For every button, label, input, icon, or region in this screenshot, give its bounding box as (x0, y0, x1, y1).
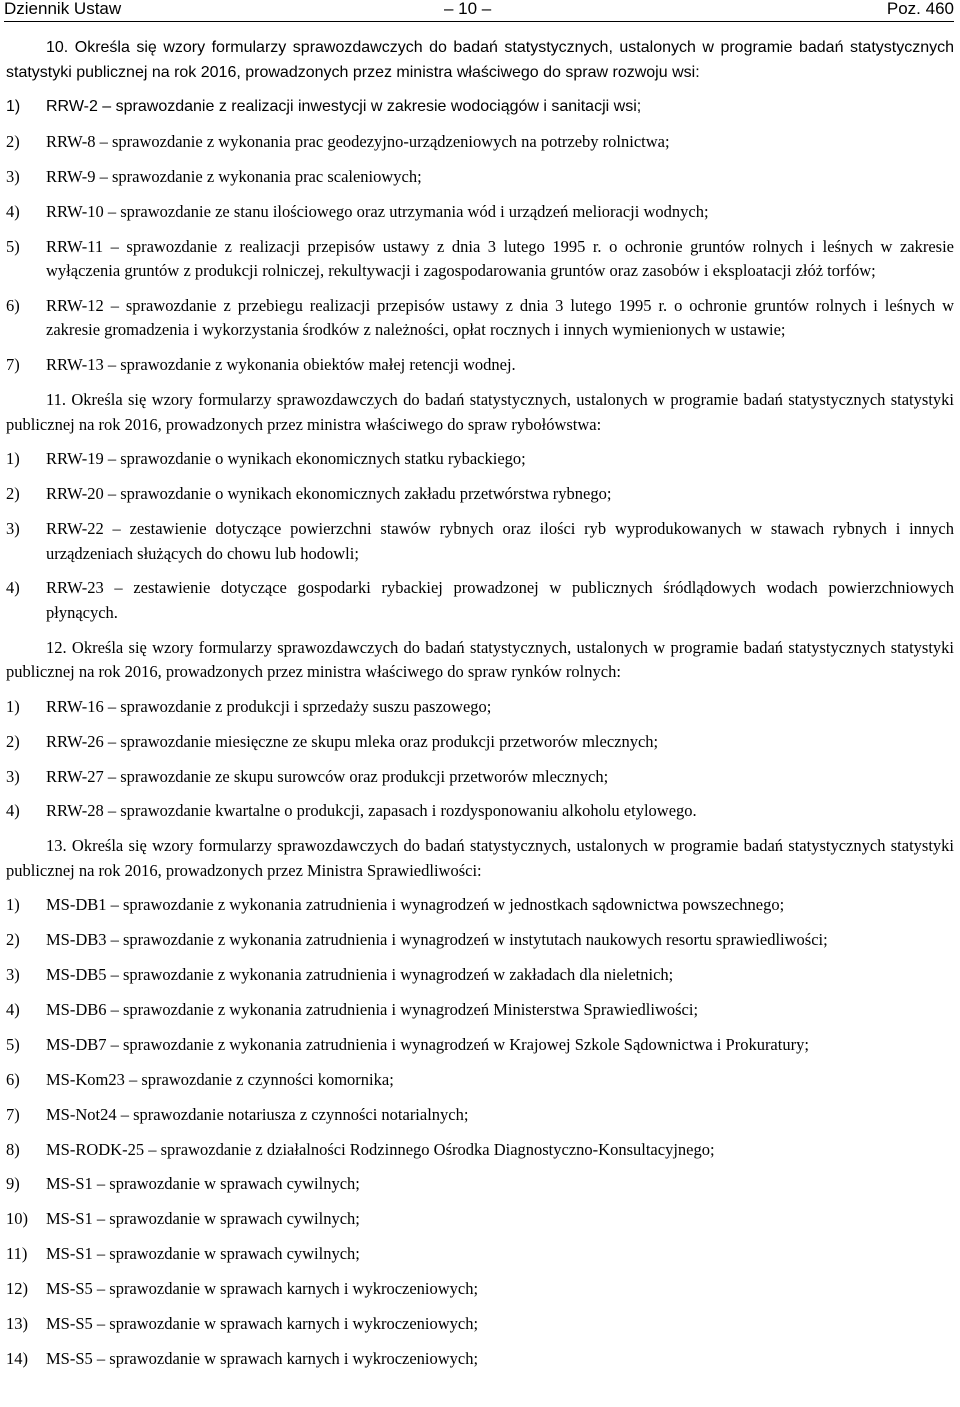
header-divider (4, 21, 954, 22)
item-text: MS-DB7 – sprawozdanie z wykonania zatrudnienia i wynagrodzeń w Krajowej Szkole Sądownictwa i Prokuratury; (46, 1034, 809, 1054)
page-header (4, 0, 954, 20)
item-text: RRW-23 – zestawienie dotyczące gospodarki rybackiej prowadzonej w publicznych śródlądowych wodach powierzchniowych płynących. (46, 578, 954, 622)
item-number: 13) (6, 1314, 28, 1334)
item-text: RRW-9 – sprawozdanie z wykonania prac scaleniowych; (46, 166, 422, 186)
item-number: 2) (6, 131, 20, 151)
list-item (6, 1277, 954, 1302)
item-text: MS-S5 – sprawozdanie w sprawach karnych i wykroczeniowych; (46, 1348, 479, 1368)
item-text: RRW-20 – sprawozdanie o wynikach ekonomicznych zakładu przetwórstwa rybnego; (46, 484, 612, 504)
list-item (6, 1068, 954, 1093)
list-item (6, 963, 954, 988)
item-number: 4) (6, 578, 20, 598)
section-11 (6, 388, 954, 625)
item-text: RRW-27 – sprawozdanie ze skupu surowców oraz produkcji przetworów mlecznych; (46, 766, 609, 786)
list-item (6, 1033, 954, 1058)
page-number: – 10 – (444, 0, 492, 18)
list-item (6, 1312, 954, 1337)
item-number: 4) (6, 201, 20, 221)
item-text: MS-S1 – sprawozdanie w sprawach cywilnych; (46, 1209, 360, 1229)
item-number: 1) (6, 98, 21, 115)
item-text: RRW-26 – sprawozdanie miesięczne ze skupu mleka oraz produkcji przetworów mlecznych; (46, 731, 659, 751)
item-text: MS-S5 – sprawozdanie w sprawach karnych i wykroczeniowych; (46, 1314, 479, 1334)
item-text: RRW-11 – sprawozdanie z realizacji przepisów ustawy z dnia 3 lutego 1995 r. o ochronie gruntów rolnych i leśnych w zakresie wyłączenia gruntów z produkcji rolniczej, rekultywacji i zagospodarowania gruntów oraz zasobów i eksploatacji złóż torfów; (46, 236, 954, 281)
section-intro: 12. Określa się wzory formularzy sprawozdawczych do badań statystycznych, ustalonych w programie badań statystycznych statystyki publicznej na rok 2016, prowadzonych przez ministra właściwego do spraw rynków rolnych: (6, 637, 954, 682)
item-number: 9) (6, 1174, 20, 1194)
item-number: 4) (6, 1000, 20, 1020)
item-text: MS-DB3 – sprawozdanie z wykonania zatrudnienia i wynagrodzeń w instytutach naukowych resortu sprawiedliwości; (46, 930, 828, 950)
list-item (6, 200, 954, 225)
list-item (6, 1103, 954, 1128)
item-text: RRW-12 – sprawozdanie z przebiegu realizacji przepisów ustawy z dnia 3 lutego 1995 r. o ochronie gruntów rolnych i leśnych w zakresie gromadzenia i wykorzystania środków z należności, opłat rocznych i innych wymienionych w ustawie; (46, 295, 954, 340)
item-number: 3) (6, 965, 20, 985)
item-number: 7) (6, 1104, 20, 1124)
document-body (6, 36, 954, 1382)
item-text: RRW-8 – sprawozdanie z wykonania prac geodezyjno-urządzeniowych na potrzeby rolnictwa; (46, 131, 670, 151)
list-item (6, 799, 954, 824)
list-item (6, 928, 954, 953)
list-item (6, 1172, 954, 1197)
item-number: 1) (6, 696, 20, 716)
list-item (6, 353, 954, 378)
list-item (6, 294, 954, 343)
item-number: 6) (6, 1069, 20, 1089)
item-text: MS-RODK-25 – sprawozdanie z działalności Rodzinnego Ośrodka Diagnostyczno-Konsultacyjnego; (46, 1139, 715, 1159)
item-text: MS-DB5 – sprawozdanie z wykonania zatrudnienia i wynagrodzeń w zakładach dla nieletnich; (46, 965, 674, 985)
list-item (6, 1207, 954, 1232)
position-number: Poz. 460 (886, 0, 954, 18)
section-intro: 11. Określa się wzory formularzy sprawozdawczych do badań statystycznych, ustalonych w programie badań statystycznych statystyki publicznej na rok 2016, prowadzonych przez ministra właściwego do spraw rybołówstwa: (6, 390, 954, 434)
item-number: 6) (6, 295, 20, 315)
item-text: RRW-22 – zestawienie dotyczące powierzchni stawów rybnych oraz ilości ryb wyprodukowanych w stawach rybnych i innych urządzeniach służących do chowu lub hodowli; (46, 519, 954, 563)
journal-title: Dziennik Ustaw (4, 0, 122, 18)
item-number: 14) (6, 1348, 28, 1368)
item-number: 1) (6, 895, 20, 915)
list-item (6, 1347, 954, 1372)
list-item (6, 235, 954, 284)
item-text: RRW-2 – sprawozdanie z realizacji inwestycji w zakresie wodociągów i sanitacji wsi; (46, 98, 642, 115)
section-intro: 10. Określa się wzory formularzy sprawozdawczych do badań statystycznych, ustalonych w programie badań statystycznych statystyki publicznej na rok 2016, prowadzonych przez ministra właściwego do spraw rozwoju wsi: (6, 39, 954, 81)
list-item (6, 517, 954, 566)
list-item (6, 1138, 954, 1163)
list-item (6, 482, 954, 507)
item-text: MS-S1 – sprawozdanie w sprawach cywilnych; (46, 1244, 360, 1264)
item-text: MS-Not24 – sprawozdanie notariusza z czynności notarialnych; (46, 1104, 469, 1124)
list-item (6, 576, 954, 625)
list-item (6, 165, 954, 190)
item-text: MS-S5 – sprawozdanie w sprawach karnych i wykroczeniowych; (46, 1279, 479, 1299)
item-number: 8) (6, 1139, 20, 1159)
list-item (6, 730, 954, 755)
item-number: 2) (6, 484, 20, 504)
section-intro: 13. Określa się wzory formularzy sprawozdawczych do badań statystycznych, ustalonych w programie badań statystycznych statystyki publicznej na rok 2016, prowadzonych przez Ministra Sprawiedliwości: (6, 836, 954, 880)
item-number: 3) (6, 766, 20, 786)
item-text: MS-Kom23 – sprawozdanie z czynności komornika; (46, 1069, 394, 1089)
item-text: RRW-13 – sprawozdanie z wykonania obiektów małej retencji wodnej. (46, 355, 516, 375)
item-number: 7) (6, 355, 20, 375)
list-item (6, 447, 954, 472)
item-text: MS-S1 – sprawozdanie w sprawach cywilnych; (46, 1174, 360, 1194)
item-number: 5) (6, 1034, 20, 1054)
item-number: 11) (6, 1244, 28, 1264)
item-text: RRW-16 – sprawozdanie z produkcji i sprzedaży suszu paszowego; (46, 696, 492, 716)
item-number: 3) (6, 519, 20, 539)
item-text: MS-DB1 – sprawozdanie z wykonania zatrudnienia i wynagrodzeń w jednostkach sądownictwa powszechnego; (46, 895, 785, 915)
list-item (6, 893, 954, 918)
list-item (6, 695, 954, 720)
item-number: 3) (6, 166, 20, 186)
section-13 (6, 834, 954, 1371)
item-text: MS-DB6 – sprawozdanie z wykonania zatrudnienia i wynagrodzeń Ministerstwa Sprawiedliwości; (46, 1000, 699, 1020)
list-item (6, 1242, 954, 1267)
item-number: 12) (6, 1279, 28, 1299)
list-item (6, 765, 954, 790)
item-number: 4) (6, 801, 20, 821)
item-number: 5) (6, 236, 20, 256)
list-item (6, 130, 954, 155)
item-number: 2) (6, 930, 20, 950)
item-text: RRW-19 – sprawozdanie o wynikach ekonomicznych statku rybackiego; (46, 449, 526, 469)
item-number: 1) (6, 449, 20, 469)
section-12 (6, 636, 954, 824)
section-10 (6, 36, 954, 378)
item-text: RRW-28 – sprawozdanie kwartalne o produkcji, zapasach i rozdysponowaniu alkoholu etylowego. (46, 801, 697, 821)
list-item (6, 95, 954, 120)
list-item (6, 998, 954, 1023)
item-text: RRW-10 – sprawozdanie ze stanu ilościowego oraz utrzymania wód i urządzeń melioracji wodnych; (46, 201, 709, 221)
item-number: 2) (6, 731, 20, 751)
item-number: 10) (6, 1209, 28, 1229)
